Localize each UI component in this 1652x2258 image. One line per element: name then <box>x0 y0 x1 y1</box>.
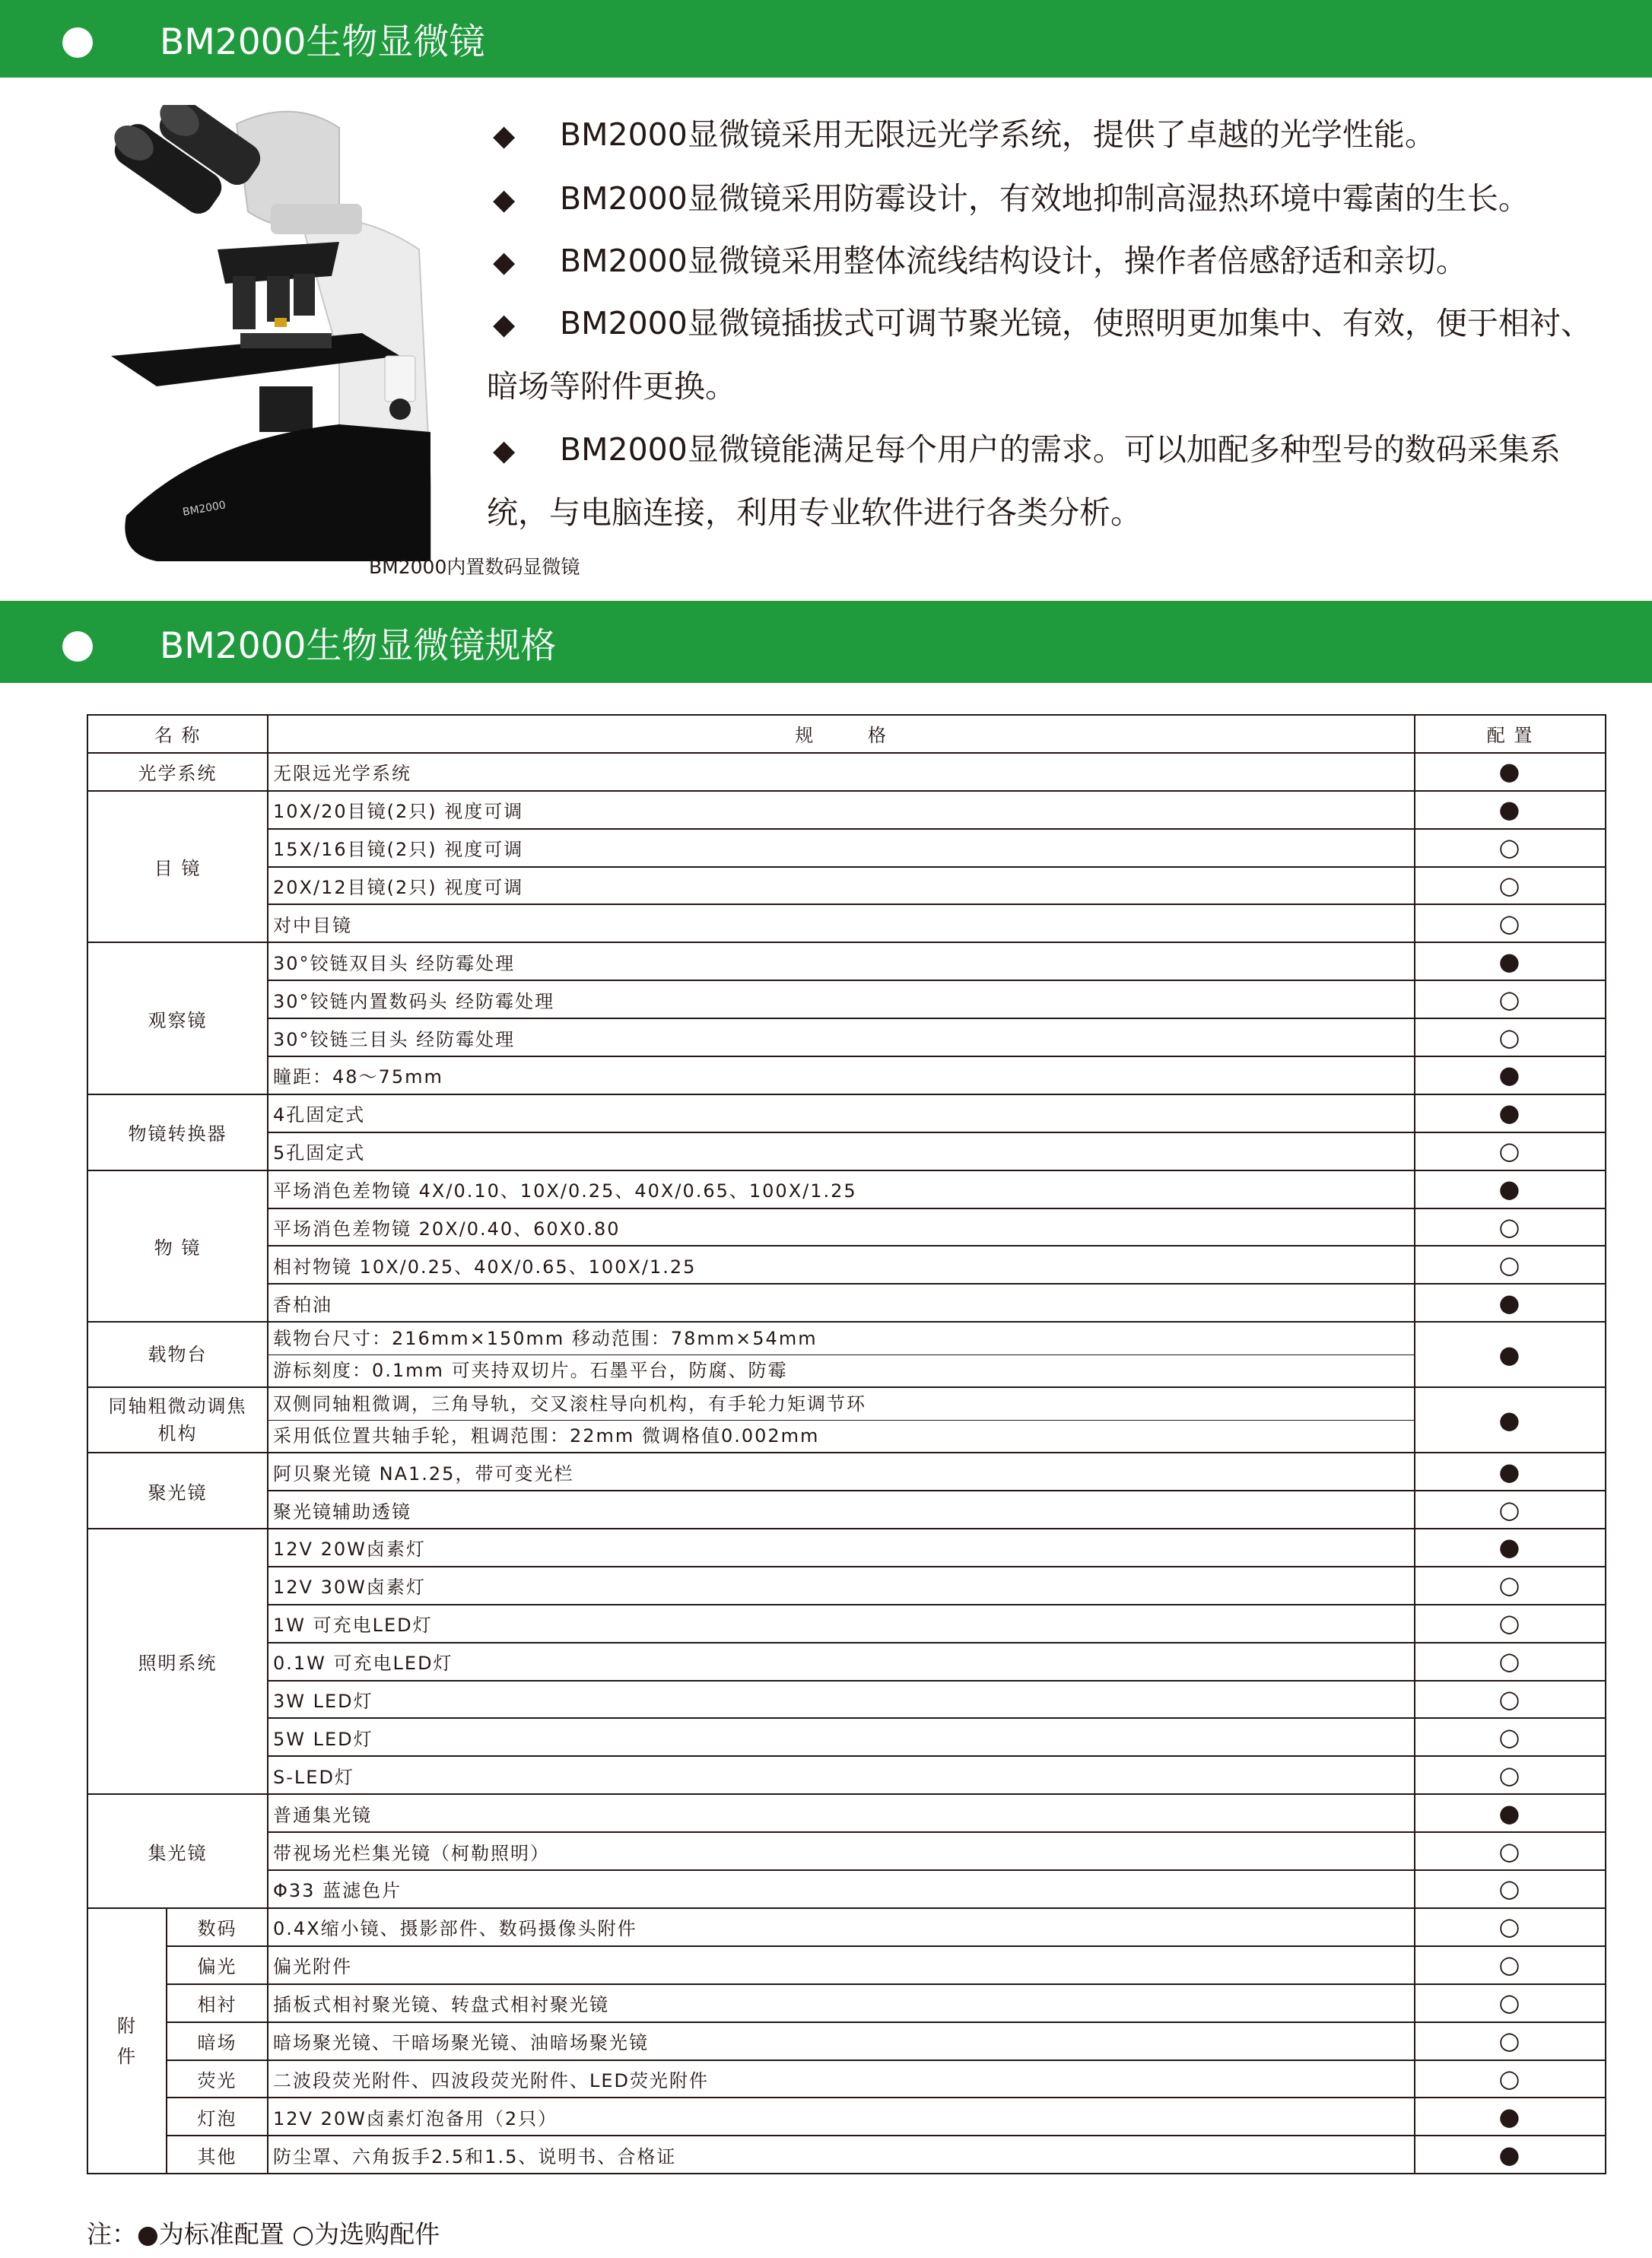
config-mark: ● <box>1498 946 1522 976</box>
row-spec: 30°铰链三目头 经防霉处理 <box>268 1018 1415 1056</box>
table-row <box>87 791 1606 829</box>
feature-text: BM2000显微镜能满足每个用户的需求。可以加配多种型号的数码采集系统，与电脑连接，利用专业软件进行各类分析。 <box>487 431 1561 531</box>
row-group-name: 物镜转换器 <box>87 1094 268 1170</box>
row-group-name: 目 镜 <box>87 791 268 943</box>
legend-note: 注：●为标准配置 ○为选购配件 <box>87 2219 440 2249</box>
config-mark: ● <box>1498 2101 1522 2131</box>
accessory-config <box>1415 1908 1606 1946</box>
row-config <box>1415 1094 1606 1132</box>
row-config <box>1415 791 1606 829</box>
row-config <box>1415 1794 1606 1832</box>
diamond-bullet-icon: ◆ <box>493 245 516 278</box>
table-row <box>87 1132 1606 1170</box>
row-group-name: 观察镜 <box>87 942 268 1094</box>
table-row <box>87 1284 1606 1322</box>
config-mark: ○ <box>1498 1760 1522 1790</box>
row-spec: 12V 30W卤素灯 <box>268 1567 1415 1605</box>
table-row <box>87 1453 1606 1491</box>
row-config <box>1415 1529 1606 1567</box>
row-config <box>1415 1453 1606 1491</box>
config-mark: ○ <box>1498 1912 1522 1942</box>
accessory-row <box>87 2098 1606 2136</box>
accessory-row <box>87 2136 1606 2174</box>
table-row <box>87 1718 1606 1756</box>
accessory-config <box>1415 2060 1606 2098</box>
row-spec: 瞳距：48～75mm <box>268 1056 1415 1094</box>
config-mark: ● <box>1498 1798 1522 1828</box>
config-mark: ○ <box>1498 1022 1522 1052</box>
table-row <box>87 904 1606 942</box>
header-name: 名 称 <box>87 715 268 753</box>
row-spec-line: 采用低位置共轴手轮，粗调范围：22mm 微调格值0.002mm <box>273 1424 820 1447</box>
accessory-spec: 插板式相衬聚光镜、转盘式相衬聚光镜 <box>268 1984 1415 2022</box>
config-mark: ● <box>1498 1060 1522 1090</box>
accessory-name: 相衬 <box>167 1984 268 2022</box>
diamond-bullet-icon: ◆ <box>493 307 516 341</box>
table-row <box>87 1322 1606 1387</box>
config-mark: ○ <box>1498 1647 1522 1676</box>
accessory-name: 数码 <box>167 1908 268 1946</box>
accessory-spec: 防尘罩、六角扳手2.5和1.5、说明书、合格证 <box>268 2136 1415 2174</box>
feature-item <box>487 292 1612 418</box>
row-group-name: 同轴粗微动调焦 机构 <box>87 1387 268 1453</box>
table-row <box>87 1756 1606 1794</box>
table-row <box>87 1529 1606 1567</box>
row-spec: 对中目镜 <box>268 904 1415 942</box>
row-spec: S-LED灯 <box>268 1756 1415 1794</box>
spec-banner <box>0 601 1652 683</box>
row-config <box>1415 1208 1606 1247</box>
row-group-name: 物 镜 <box>87 1170 268 1323</box>
row-spec: 相衬物镜 10X/0.25、40X/0.65、100X/1.25 <box>268 1246 1415 1284</box>
accessory-config <box>1415 2136 1606 2174</box>
row-spec: 香柏油 <box>268 1284 1415 1322</box>
config-mark: ○ <box>1498 1250 1522 1279</box>
row-spec: Φ33 蓝滤色片 <box>268 1870 1415 1908</box>
table-row <box>87 1870 1606 1908</box>
row-config <box>1415 980 1606 1018</box>
row-spec: 3W LED灯 <box>268 1681 1415 1719</box>
row-spec: 聚光镜辅助透镜 <box>268 1491 1415 1529</box>
accessory-spec: 暗场聚光镜、干暗场聚光镜、油暗场聚光镜 <box>268 2022 1415 2060</box>
header-config: 配 置 <box>1415 715 1606 753</box>
row-spec: 15X/16目镜(2只) 视度可调 <box>268 829 1415 867</box>
config-mark: ○ <box>1498 1494 1522 1524</box>
feature-text: BM2000显微镜采用防霉设计，有效地抑制高湿热环境中霉菌的生长。 <box>560 180 1530 217</box>
row-spec: 30°铰链内置数码头 经防霉处理 <box>268 980 1415 1018</box>
row-config <box>1415 1491 1606 1529</box>
config-mark: ○ <box>1498 2026 1522 2056</box>
table-row <box>87 1491 1606 1529</box>
row-spec: 普通集光镜 <box>268 1794 1415 1832</box>
table-row <box>87 1246 1606 1284</box>
row-spec-line: 载物台尺寸：216mm×150mm 移动范围：78mm×54mm <box>268 1323 1414 1355</box>
row-config <box>1415 1322 1606 1387</box>
table-row <box>87 1170 1606 1208</box>
config-mark: ○ <box>1498 908 1522 938</box>
accessory-name: 其他 <box>167 2136 268 2174</box>
title-banner <box>0 0 1652 78</box>
config-mark: ● <box>1498 1405 1522 1434</box>
table-row <box>87 1794 1606 1832</box>
row-spec <box>268 1322 1415 1387</box>
row-spec: 30°铰链双目头 经防霉处理 <box>268 942 1415 980</box>
accessory-row <box>87 1908 1606 1946</box>
accessory-row <box>87 1946 1606 1984</box>
row-group-name: 载物台 <box>87 1322 268 1387</box>
row-spec: 无限远光学系统 <box>268 753 1415 791</box>
row-group-name: 照明系统 <box>87 1529 268 1794</box>
row-spec: 4孔固定式 <box>268 1094 1415 1132</box>
table-row <box>87 1208 1606 1247</box>
table-row <box>87 1018 1606 1056</box>
row-spec: 1W 可充电LED灯 <box>268 1605 1415 1643</box>
row-group-name: 集光镜 <box>87 1794 268 1908</box>
row-config <box>1415 1643 1606 1681</box>
row-config <box>1415 1284 1606 1322</box>
base-brand-text: BM2000 <box>181 499 227 519</box>
row-spec: 0.1W 可充电LED灯 <box>268 1643 1415 1681</box>
table-row <box>87 1643 1606 1681</box>
row-group-name: 光学系统 <box>87 753 268 791</box>
table-row <box>87 829 1606 867</box>
row-spec <box>268 1387 1415 1453</box>
table-row <box>87 942 1606 980</box>
row-spec: 5W LED灯 <box>268 1718 1415 1756</box>
page-title: BM2000生物显微镜 <box>160 21 485 63</box>
spec-table <box>87 714 1606 2174</box>
feature-item <box>487 103 1612 167</box>
row-spec: 平场消色差物镜 4X/0.10、10X/0.25、40X/0.65、100X/1.25 <box>268 1170 1415 1208</box>
row-config <box>1415 1018 1606 1056</box>
config-mark: ○ <box>1498 1836 1522 1866</box>
row-spec: 20X/12目镜(2只) 视度可调 <box>268 867 1415 905</box>
config-mark: ● <box>1498 2139 1522 2169</box>
table-header-row <box>87 715 1606 753</box>
row-group-name: 聚光镜 <box>87 1453 268 1529</box>
bullet-dot-icon <box>62 631 93 662</box>
row-config <box>1415 1246 1606 1284</box>
row-spec: 带视场光栏集光镜（柯勒照明） <box>268 1832 1415 1870</box>
row-config <box>1415 1387 1606 1453</box>
row-config <box>1415 1681 1606 1719</box>
row-spec: 平场消色差物镜 20X/0.40、60X0.80 <box>268 1208 1415 1247</box>
config-mark: ● <box>1498 1532 1522 1562</box>
config-mark: ○ <box>1498 2063 1522 2093</box>
row-spec: 12V 20W卤素灯 <box>268 1529 1415 1567</box>
accessory-name: 暗场 <box>167 2022 268 2060</box>
header-spec: 规 格 <box>268 715 1415 753</box>
spec-section-title: BM2000生物显微镜规格 <box>160 625 557 667</box>
config-mark: ○ <box>1498 1722 1522 1751</box>
table-row <box>87 1605 1606 1643</box>
config-mark: ○ <box>1498 1988 1522 2018</box>
row-config <box>1415 1056 1606 1094</box>
feature-item <box>487 167 1612 230</box>
feature-text: BM2000显微镜采用无限远光学系统，提供了卓越的光学性能。 <box>560 116 1436 153</box>
config-mark: ○ <box>1498 1570 1522 1600</box>
table-row <box>87 753 1606 791</box>
row-config <box>1415 753 1606 791</box>
feature-text: BM2000显微镜插拔式可调节聚光镜，使照明更加集中、有效，便于相衬、暗场等附件更换。 <box>487 305 1592 405</box>
row-spec-line: 游标刻度：0.1mm 可夹持双切片。石墨平台，防腐、防霉 <box>273 1359 788 1381</box>
accessory-row <box>87 2060 1606 2098</box>
microscope-image <box>111 105 446 561</box>
accessory-group-label: 附 件 <box>87 1908 167 2174</box>
row-config <box>1415 1170 1606 1208</box>
config-mark: ● <box>1498 1456 1522 1486</box>
accessory-spec: 12V 20W卤素灯泡备用（2只） <box>268 2098 1415 2136</box>
config-mark: ○ <box>1498 1874 1522 1904</box>
table-row <box>87 867 1606 905</box>
config-mark: ○ <box>1498 871 1522 900</box>
diamond-bullet-icon: ◆ <box>493 119 516 152</box>
bullet-dot-icon <box>62 27 93 58</box>
config-mark: ○ <box>1498 984 1522 1014</box>
row-config <box>1415 829 1606 867</box>
image-caption: BM2000内置数码显微镜 <box>369 556 580 578</box>
accessory-name: 荧光 <box>167 2060 268 2098</box>
accessory-config <box>1415 1984 1606 2022</box>
row-config <box>1415 904 1606 942</box>
config-mark: ○ <box>1498 1136 1522 1166</box>
accessory-row <box>87 1984 1606 2022</box>
config-mark: ● <box>1498 757 1522 786</box>
config-mark: ○ <box>1498 1212 1522 1242</box>
row-config <box>1415 1605 1606 1643</box>
row-config <box>1415 942 1606 980</box>
row-config <box>1415 1832 1606 1870</box>
config-mark: ● <box>1498 1339 1522 1369</box>
config-mark: ● <box>1498 1174 1522 1204</box>
config-mark: ○ <box>1498 1685 1522 1714</box>
row-config <box>1415 1756 1606 1794</box>
accessory-name: 灯泡 <box>167 2098 268 2136</box>
config-mark: ● <box>1498 795 1522 824</box>
table-row <box>87 1387 1606 1453</box>
accessory-config <box>1415 2098 1606 2136</box>
row-config <box>1415 1132 1606 1170</box>
accessory-config <box>1415 1946 1606 1984</box>
table-row <box>87 1056 1606 1094</box>
diamond-bullet-icon: ◆ <box>493 183 516 216</box>
row-spec: 阿贝聚光镜 NA1.25，带可变光栏 <box>268 1453 1415 1491</box>
row-config <box>1415 1870 1606 1908</box>
config-mark: ● <box>1498 1288 1522 1317</box>
table-row <box>87 1832 1606 1870</box>
table-row <box>87 1567 1606 1605</box>
diamond-bullet-icon: ◆ <box>493 433 516 467</box>
row-spec: 10X/20目镜(2只) 视度可调 <box>268 791 1415 829</box>
row-spec-line: 双侧同轴粗微调，三角导轨，交叉滚柱导向机构，有手轮力矩调节环 <box>268 1389 1414 1421</box>
config-mark: ○ <box>1498 1950 1522 1980</box>
feature-item <box>487 230 1612 293</box>
accessory-spec: 0.4X缩小镜、摄影部件、数码摄像头附件 <box>268 1908 1415 1946</box>
row-config <box>1415 1567 1606 1605</box>
row-spec: 5孔固定式 <box>268 1132 1415 1170</box>
table-row <box>87 1681 1606 1719</box>
config-mark: ○ <box>1498 1609 1522 1638</box>
table-row <box>87 980 1606 1018</box>
row-config <box>1415 1718 1606 1756</box>
config-mark: ○ <box>1498 833 1522 862</box>
accessory-spec: 二波段荧光附件、四波段荧光附件、LED荧光附件 <box>268 2060 1415 2098</box>
accessory-row <box>87 2022 1606 2060</box>
accessory-config <box>1415 2022 1606 2060</box>
row-config <box>1415 867 1606 905</box>
accessory-name: 偏光 <box>167 1946 268 1984</box>
table-row <box>87 1094 1606 1132</box>
feature-item <box>487 418 1612 544</box>
config-mark: ● <box>1498 1098 1522 1128</box>
accessory-spec: 偏光附件 <box>268 1946 1415 1984</box>
feature-text: BM2000显微镜采用整体流线结构设计，操作者倍感舒适和亲切。 <box>560 243 1467 279</box>
